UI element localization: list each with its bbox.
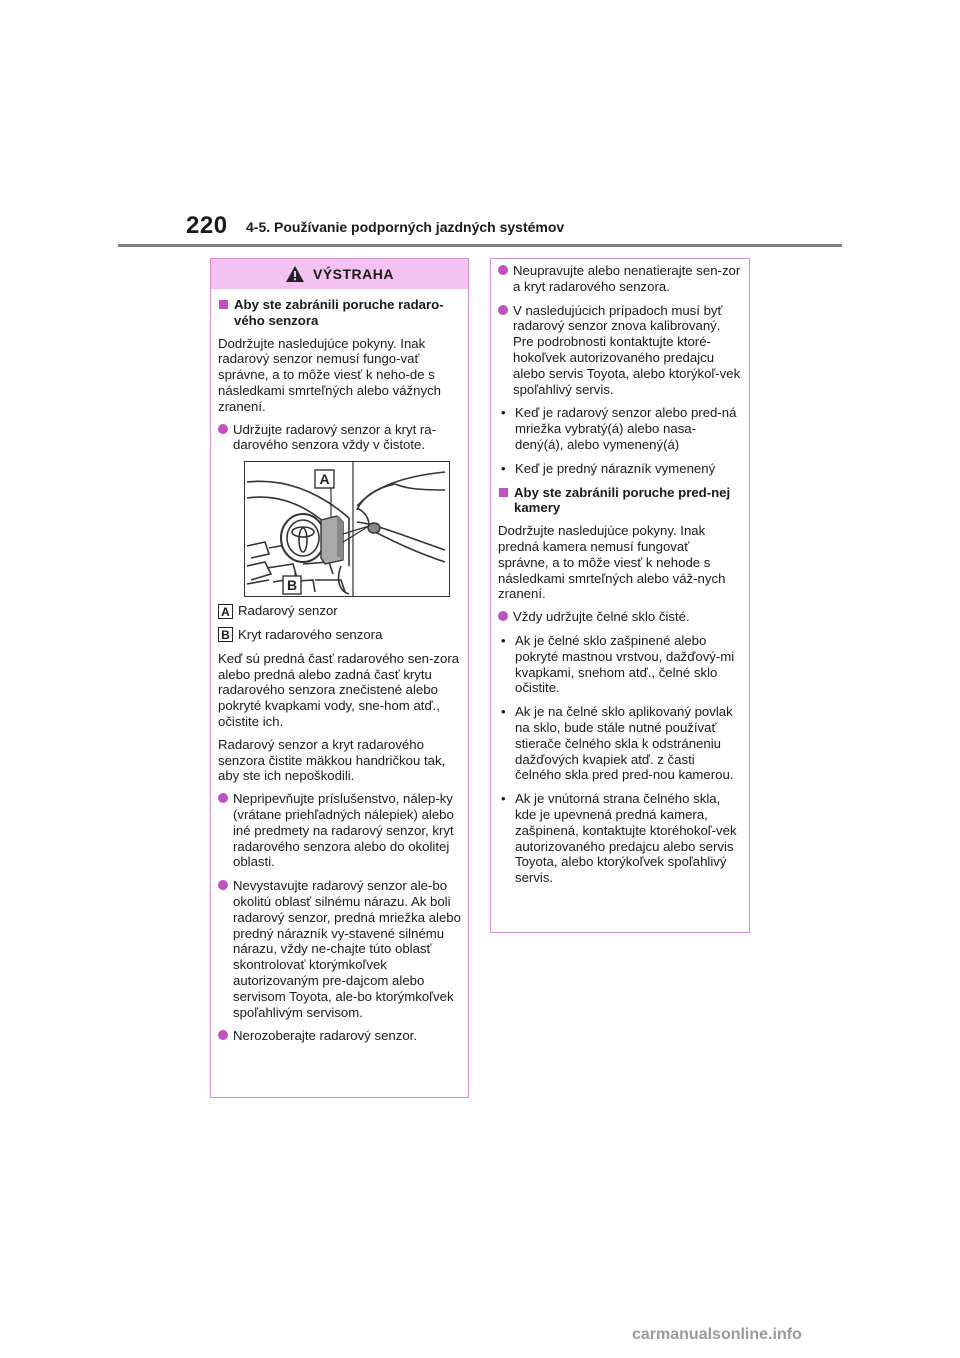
paragraph: Dodržujte nasledujúce pokyny. Inak radarový senzor nemusí fungo-vať správne, a to môže viesť k neho-de s následkami smrteľných alebo vážnych zranení. xyxy=(218,335,442,414)
sub-text: Keď je predný nárazník vymenený xyxy=(515,460,716,476)
bullet-item xyxy=(218,878,462,1020)
sub-item xyxy=(498,461,743,477)
dot-bullet-icon xyxy=(218,880,228,890)
header-rule xyxy=(118,244,842,247)
bullet-text: Nevystavujte radarový senzor ale-bo okolitú oblasť silnému nárazu. Ak boli radarový senzor, predná mriežka alebo predný nárazník vy-stavené silnému nárazu, vždy ne-chajte túto oblasť skontrolovať ktorýmkoľvek autorizovaným pre-dajcom alebo servisom Toyota, ale-bo ktorýmkoľvek spoľahlivým servisom. xyxy=(233,878,461,1020)
sub-item xyxy=(498,704,743,783)
bullet-text: V nasledujúcich prípadoch musí byť radarový senzor znova kalibrovaný. Pre podrobnosti kontaktujte ktoré-hokoľvek autorizovaného predajcu alebo servis Toyota, alebo ktorýkoľ-vek spoľahlivý servis. xyxy=(513,302,741,397)
paragraph: Dodržujte nasledujúce pokyny. Inak predná kamera nemusí fungovať správne, a to môže viesť k nehode s následkami smrteľných alebo váž-nych zranení. xyxy=(498,523,726,602)
right-body xyxy=(491,259,749,886)
figure-label-b: B xyxy=(286,577,298,594)
sub-bullet: • xyxy=(501,405,506,421)
legend-key-a: A xyxy=(218,604,233,619)
section-heading-radar xyxy=(218,297,462,329)
legend-key-b: B xyxy=(218,627,233,642)
paragraph: Keď sú predná časť radarového sen-zora alebo predná alebo zadná časť krytu radarového senzora znečistené alebo pokryté kvapkami vody, sne-hom atď., očistite ich. xyxy=(218,650,460,729)
legend-b xyxy=(218,627,462,643)
sub-text: Ak je vnútorná strana čelného skla, kde je upevnená predná kamera, zašpinená, kontaktujte ktoréhokoľ-vek autorizovaného predajcu alebo servis Toyota, alebo ktorýkoľvek spoľahlivý servis. xyxy=(515,791,737,886)
sub-bullet: • xyxy=(501,632,506,648)
figure-label-a: A xyxy=(319,471,330,488)
bullet-item xyxy=(218,422,462,454)
bullet-text: Nerozoberajte radarový senzor. xyxy=(233,1028,417,1044)
chapter-title: 4-5. Používanie podporných jazdných systémov xyxy=(246,219,565,235)
heading-text: Aby ste zabránili poruche pred-nej kamery xyxy=(514,484,731,516)
sub-bullet: • xyxy=(501,791,506,807)
section-heading-camera xyxy=(498,485,743,517)
bullet-item xyxy=(218,791,462,870)
sub-item xyxy=(498,633,743,696)
dot-bullet-icon xyxy=(218,1030,228,1040)
bullet-text: Udržujte radarový senzor a kryt ra-darového senzora vždy v čistote. xyxy=(233,421,437,453)
sub-bullet: • xyxy=(501,460,506,476)
square-bullet-icon xyxy=(499,488,508,497)
bullet-text: Vždy udržujte čelné sklo čisté. xyxy=(513,609,690,625)
dot-bullet-icon xyxy=(218,793,228,803)
dot-bullet-icon xyxy=(218,424,228,434)
sub-text: Ak je čelné sklo zašpinené alebo pokryté mastnou vrstvou, dažďový-mi kvapkami, snehom atď., čelné sklo očistite. xyxy=(515,632,735,696)
sub-item xyxy=(498,791,743,886)
bullet-item xyxy=(218,1028,462,1044)
warning-box-right xyxy=(490,258,750,933)
warning-box-left xyxy=(210,258,469,1098)
radar-sensor-illustration xyxy=(245,462,449,596)
square-bullet-icon xyxy=(219,300,228,309)
dot-bullet-icon xyxy=(498,611,508,621)
sub-text: Ak je na čelné sklo aplikovaný povlak na sklo, bude stále nutné používať stierače čelného skla k odstráneniu dažďových kvapiek atď. z časti čelného skla pred pred-nou kamerou. xyxy=(515,704,734,783)
warning-header xyxy=(211,259,468,289)
bullet-text: Neupravujte alebo nenatierajte sen-zor a kryt radarového senzora. xyxy=(513,263,741,294)
dot-bullet-icon xyxy=(498,305,508,315)
watermark: carmanualsonline.info xyxy=(632,1326,802,1343)
sub-text: Keď je radarový senzor alebo pred-ná mriežka vybratý(á) alebo nasa-dený(á), alebo vymenený(á) xyxy=(515,405,737,452)
bullet-text: Nepripevňujte príslušenstvo, nálep-ky (vrátane priehľadných nálepiek) alebo iné predmety na radarový senzor, kryt radarového senzora alebo do okolitej oblasti. xyxy=(233,791,454,870)
paragraph: Radarový senzor a kryt radarového senzora čistite mäkkou handričkou tak, aby ste ich nepoškodili. xyxy=(218,736,446,784)
bullet-item xyxy=(498,609,743,625)
legend-b-text: Kryt radarového senzora xyxy=(238,626,383,642)
heading-text: Aby ste zabránili poruche radaro-vého senzora xyxy=(234,297,444,328)
bullet-item xyxy=(498,263,743,295)
page-header xyxy=(0,0,960,250)
warning-triangle-icon xyxy=(285,265,305,283)
warning-title: VÝSTRAHA xyxy=(312,266,394,282)
sub-item xyxy=(498,405,743,452)
dot-bullet-icon xyxy=(498,265,508,275)
radar-sensor-figure xyxy=(244,461,450,597)
legend-a-text: Radarový senzor xyxy=(238,603,338,619)
bullet-item xyxy=(498,303,743,398)
legend-a xyxy=(218,603,462,619)
left-body xyxy=(211,295,468,1044)
page-number: 220 xyxy=(186,212,228,239)
sub-bullet: • xyxy=(501,704,506,720)
